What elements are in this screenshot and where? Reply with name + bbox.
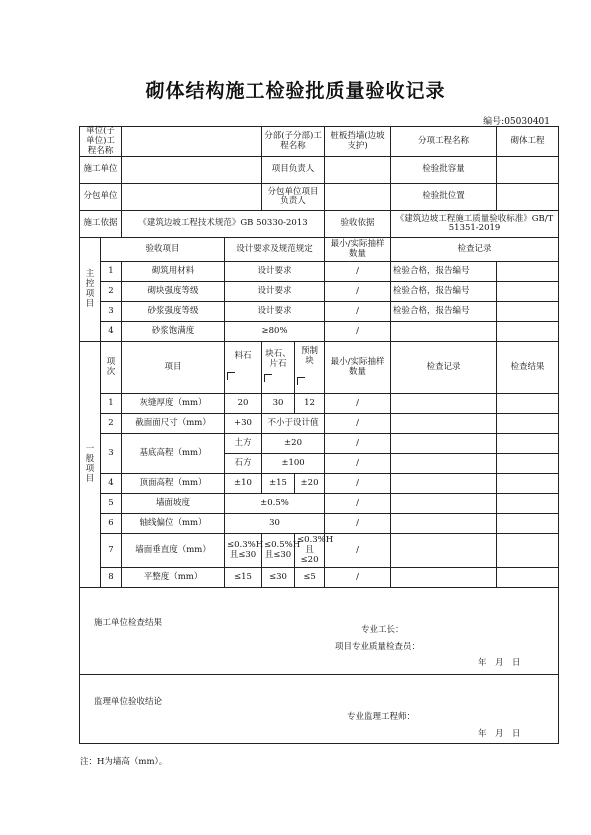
- general-col-block: [262, 342, 295, 394]
- row-number: 1: [101, 262, 122, 282]
- row-number: 4: [101, 322, 122, 342]
- general-col-result: 检查结果: [497, 342, 559, 394]
- sub-project-name-value[interactable]: 桩板挡墙(边坡支护): [325, 127, 391, 157]
- batch-capacity-value[interactable]: [497, 157, 559, 184]
- check-result[interactable]: [497, 454, 559, 474]
- general-col-precast: [295, 342, 325, 394]
- sample-count[interactable]: /: [325, 434, 391, 454]
- row-number: 3: [101, 302, 122, 322]
- table-row: [80, 474, 559, 494]
- check-record[interactable]: [391, 394, 497, 414]
- supervision-check-date: 年 月 日: [478, 729, 521, 740]
- sample-count[interactable]: /: [325, 494, 391, 514]
- check-result[interactable]: [497, 434, 559, 454]
- table-row: [80, 262, 559, 282]
- merged-value: ±0.5%: [225, 494, 325, 514]
- table-row: [80, 322, 559, 342]
- supervision-check-label-text: 监理单位验收结论: [94, 697, 163, 708]
- table-row: [80, 302, 559, 322]
- checkbox[interactable]: [264, 374, 272, 382]
- sub-value: ±20: [262, 434, 325, 454]
- item-name: 灰缝厚度（mm）: [122, 394, 225, 414]
- row-number: 3: [101, 434, 122, 474]
- check-record[interactable]: [391, 534, 497, 568]
- precast-value: ≤5: [295, 568, 325, 588]
- sample-count[interactable]: /: [325, 454, 391, 474]
- construction-check-date: 年 月 日: [478, 658, 521, 669]
- table-row: [80, 568, 559, 588]
- check-record[interactable]: [391, 514, 497, 534]
- checkbox[interactable]: [227, 372, 235, 380]
- table-row: [80, 514, 559, 534]
- check-record[interactable]: [391, 568, 497, 588]
- stone-value: 20: [225, 394, 262, 414]
- block-value: ≤0.5%H且≤30: [262, 534, 295, 568]
- item-name: 截面面尺寸（mm）: [122, 414, 225, 434]
- supervision-check-block[interactable]: [80, 675, 559, 744]
- supervision-check-label: [94, 697, 162, 708]
- construction-unit-value[interactable]: [122, 157, 262, 184]
- acceptance-basis-label: 验收依据: [325, 211, 391, 238]
- general-col-stone: [225, 342, 262, 394]
- subcontract-leader-label: 分包单位项目负责人: [262, 184, 325, 211]
- general-section-text: 一 般 项 目: [85, 444, 95, 484]
- row-number: 2: [101, 414, 122, 434]
- unit-project-name-label: 单位(子单位)工程名称: [80, 127, 122, 157]
- item-project-name-label: 分项工程名称: [391, 127, 497, 157]
- sample-count[interactable]: /: [325, 414, 391, 434]
- general-col-sample: 最小/实际抽样数量: [325, 342, 391, 394]
- sample-count[interactable]: /: [325, 568, 391, 588]
- check-result[interactable]: [497, 534, 559, 568]
- check-result[interactable]: [497, 514, 559, 534]
- row-number: 1: [101, 394, 122, 414]
- sub-label: 土方: [225, 434, 262, 454]
- item-name: 平整度（mm）: [122, 568, 225, 588]
- sample-count[interactable]: /: [325, 302, 391, 322]
- acceptance-basis-value: 《建筑边坡工程施工质量验收标准》GB/T 51351-2019: [391, 211, 559, 238]
- table-row: [80, 434, 559, 454]
- table-row: [80, 534, 559, 568]
- unit-project-name-value[interactable]: [122, 127, 262, 157]
- general-col-no: 项次: [101, 342, 122, 394]
- row-number: 2: [101, 282, 122, 302]
- stone-label: 料石: [234, 351, 252, 362]
- main-control-section-text: 主 控 项 目: [85, 269, 95, 309]
- check-record[interactable]: 检验合格，报告编号: [391, 282, 497, 302]
- construction-check-label-text: 施工单位检查结果: [94, 618, 163, 629]
- footnote: 注：H为墙高（mm）。: [80, 757, 168, 767]
- sub-project-name-label: 分部(子分部)工程名称: [262, 127, 325, 157]
- check-record[interactable]: 检验合格，报告编号: [391, 262, 497, 282]
- table-row: [80, 394, 559, 414]
- document-number: 编号:05030401: [483, 117, 550, 127]
- general-col-record: 检查记录: [391, 342, 497, 394]
- table-row: [80, 414, 559, 434]
- sample-count[interactable]: /: [325, 322, 391, 342]
- check-record[interactable]: [391, 322, 497, 342]
- main-col-item: 验收项目: [101, 238, 225, 262]
- checkbox[interactable]: [297, 377, 305, 385]
- sample-count[interactable]: /: [325, 282, 391, 302]
- batch-location-label: 检验批位置: [391, 184, 497, 211]
- item-name: 砂浆饱满度: [122, 322, 225, 342]
- block-value: ±15: [262, 474, 295, 494]
- acceptance-form-table: [79, 126, 559, 744]
- block-label: 块石、片石: [265, 349, 291, 369]
- check-result[interactable]: [497, 322, 559, 342]
- inspector-signature: 项目专业质量检查员：: [335, 642, 421, 653]
- general-col-item: 项目: [122, 342, 225, 394]
- requirement: 设计要求: [225, 282, 325, 302]
- check-result[interactable]: [497, 568, 559, 588]
- item-name: 顶面高程（mm）: [122, 474, 225, 494]
- check-record[interactable]: [391, 414, 497, 434]
- check-result[interactable]: [497, 302, 559, 322]
- item-name: 砂浆强度等级: [122, 302, 225, 322]
- block-value: ≤30: [262, 568, 295, 588]
- precast-value: ±20: [295, 474, 325, 494]
- row-number: 8: [101, 568, 122, 588]
- construction-basis-label: 施工依据: [80, 211, 122, 238]
- check-record[interactable]: 检验合格，报告编号: [391, 302, 497, 322]
- main-col-sample: 最小/实际抽样数量: [325, 238, 391, 262]
- row-number: 7: [101, 534, 122, 568]
- requirement: 设计要求: [225, 302, 325, 322]
- stone-value: ±10: [225, 474, 262, 494]
- check-record[interactable]: [391, 494, 497, 514]
- foreman-signature: 专业工长：: [361, 625, 404, 636]
- stone-value: ≤15: [225, 568, 262, 588]
- construction-basis-value: 《建筑边坡工程技术规范》GB 50330-2013: [122, 211, 325, 238]
- table-row: [80, 494, 559, 514]
- batch-capacity-label: 检验批容量: [391, 157, 497, 184]
- page-title: 砌体结构施工检验批质量验收记录: [145, 80, 446, 102]
- precast-label: 预制块: [301, 346, 319, 366]
- requirement: ≥80%: [225, 322, 325, 342]
- item-name: 基底高程（mm）: [122, 434, 225, 474]
- sample-count[interactable]: /: [325, 514, 391, 534]
- sub-value: ±100: [262, 454, 325, 474]
- precast-value: ≤0.3%H且≤20: [295, 534, 325, 568]
- construction-check-block[interactable]: [80, 588, 559, 675]
- main-col-design: 设计要求及规范规定: [225, 238, 325, 262]
- sample-count[interactable]: /: [325, 394, 391, 414]
- check-result[interactable]: [497, 282, 559, 302]
- requirement: 设计要求: [225, 262, 325, 282]
- item-name: 砌筑用材料: [122, 262, 225, 282]
- row-number: 4: [101, 474, 122, 494]
- block-value: 30: [262, 394, 295, 414]
- main-col-record: 检查记录: [391, 238, 559, 262]
- check-result[interactable]: [497, 474, 559, 494]
- check-record[interactable]: [391, 474, 497, 494]
- main-control-section-label: [80, 238, 101, 342]
- subcontract-unit-value[interactable]: [122, 184, 262, 211]
- table-row: [80, 282, 559, 302]
- check-result[interactable]: [497, 414, 559, 434]
- check-record[interactable]: [391, 434, 497, 454]
- item-name: 轴线偏位（mm）: [122, 514, 225, 534]
- sub-label: 石方: [225, 454, 262, 474]
- batch-location-value[interactable]: [497, 184, 559, 211]
- general-section-label: [80, 342, 101, 588]
- item-name: 砌块强度等级: [122, 282, 225, 302]
- check-result[interactable]: [497, 262, 559, 282]
- merged-value: 30: [225, 514, 325, 534]
- check-result[interactable]: [497, 494, 559, 514]
- row-number: 6: [101, 514, 122, 534]
- precast-value: 12: [295, 394, 325, 414]
- merged-value: 不小于设计值: [262, 414, 325, 434]
- item-name: 墙面垂直度（mm）: [122, 534, 225, 568]
- project-leader-value[interactable]: [325, 157, 391, 184]
- project-leader-label: 项目负责人: [262, 157, 325, 184]
- sample-count[interactable]: /: [325, 534, 391, 568]
- stone-value: +30: [225, 414, 262, 434]
- check-record[interactable]: [391, 454, 497, 474]
- item-name: 墙面坡度: [122, 494, 225, 514]
- engineer-signature: 专业监理工程师：: [347, 712, 416, 723]
- sample-count[interactable]: /: [325, 474, 391, 494]
- row-number: 5: [101, 494, 122, 514]
- subcontract-unit-label: 分包单位: [80, 184, 122, 211]
- construction-unit-label: 施工单位: [80, 157, 122, 184]
- stone-value: ≤0.3%H且≤30: [225, 534, 262, 568]
- check-result[interactable]: [497, 394, 559, 414]
- construction-check-label: [94, 618, 162, 629]
- sample-count[interactable]: /: [325, 262, 391, 282]
- item-project-name-value[interactable]: 砌体工程: [497, 127, 559, 157]
- subcontract-leader-value[interactable]: [325, 184, 391, 211]
